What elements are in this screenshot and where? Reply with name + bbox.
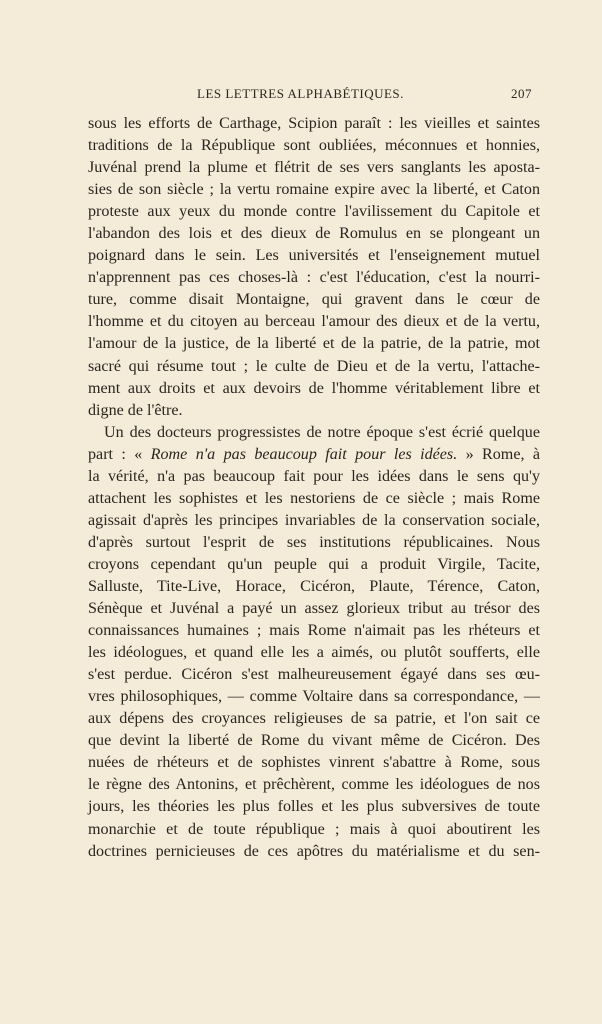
paragraph-start-line: Un des docteurs progressistes de notre époque s'est écrié quelque: [104, 423, 540, 441]
running-title: LES LETTRES ALPHABÉTIQUES.: [197, 86, 404, 101]
text-line: connaissances humaines ; mais Rome n'aimait pas les rhéteurs et: [88, 622, 540, 640]
paragraph-end-line: digne de l'être.: [88, 401, 183, 419]
text-line: attachent les sophistes et les nestoriens de ce siècle ; mais Rome: [88, 489, 540, 507]
text-line: l'amour de la justice, de la liberté et de la patrie, de la patrie, mot: [88, 335, 540, 353]
text-line: traditions de la République sont oubliées, méconnues et honnies,: [88, 137, 540, 155]
text-line: monarchie et de toute république ; mais à quoi aboutirent les: [88, 820, 540, 838]
text-line: Salluste, Tite-Live, Horace, Cicéron, Plaute, Térence, Caton,: [88, 577, 540, 595]
text-line: proteste aux yeux du monde contre l'avilissement du Capitole et: [88, 203, 540, 221]
text-line: la vérité, n'a pas beaucoup fait pour les idées dans le sens qu'y: [88, 467, 540, 485]
text-line: nuées de rhéteurs et de sophistes vinrent s'abattre à Rome, sous: [88, 754, 540, 772]
text-line: ture, comme disait Montaigne, qui gravent dans le cœur de: [88, 291, 540, 309]
text-line: doctrines pernicieuses de ces apôtres du matérialisme et du sen-: [88, 842, 540, 860]
text-line: ment aux droits et aux devoirs de l'homme véritablement libre et: [88, 379, 540, 397]
text-line: poignard dans le sein. Les universités et l'enseignement mutuel: [88, 247, 540, 265]
text-line: le règne des Antonins, et prêchèrent, comme les idéologues de nos: [88, 776, 540, 794]
text-line: que devint la liberté de Rome du vivant même de Cicéron. Des: [88, 732, 540, 750]
text-line: d'après surtout l'esprit de ses institutions républicaines. Nous: [88, 533, 540, 551]
page-number: 207: [511, 86, 532, 101]
text-line: aux dépens des croyances religieuses de sa patrie, et l'on sait ce: [88, 710, 540, 728]
text-line: les idéologues, et quand elle les a aimés, ou plutôt soufferts, elle: [88, 644, 540, 662]
text-line: sies de son siècle ; la vertu romaine expire avec la liberté, et Caton: [88, 181, 540, 199]
text-line: part : « Rome n'a pas beaucoup fait pour les idées. » Rome, à: [88, 445, 541, 463]
body-text: [88, 113, 540, 863]
text-line: Juvénal prend la plume et flétrit de ses vers sanglants les aposta-: [88, 159, 540, 177]
text-line: Sénèque et Juvénal a payé un assez glorieux tribut au trésor des: [88, 600, 540, 618]
text-line: sous les efforts de Carthage, Scipion paraît : les vieilles et saintes: [88, 115, 540, 132]
text-line: vres philosophiques, — comme Voltaire dans sa correspondance, —: [88, 688, 540, 706]
text-line: l'homme et du citoyen au berceau l'amour des dieux et de la vertu,: [88, 313, 540, 331]
text-line: l'abandon des lois et des dieux de Romulus en se plongeant un: [88, 225, 540, 243]
text-line: s'est perdue. Cicéron s'est malheureusement égayé dans ses œu-: [88, 666, 540, 684]
text-line: croyons cependant qu'un peuple qui a produit Virgile, Tacite,: [88, 555, 540, 573]
text-line: jours, les théories les plus folles et les plus subversives de toute: [88, 798, 540, 816]
text-line: agissait d'après les principes invariables de la conservation sociale,: [88, 511, 540, 529]
quoted-phrase: Rome n'a pas beaucoup fait pour les idées.: [150, 445, 458, 463]
text-line: sacré qui résume tout ; le culte de Dieu et de la vertu, l'attache-: [88, 357, 540, 375]
running-header: [0, 84, 602, 104]
text-line: n'apprennent pas ces choses-là : c'est l'éducation, c'est la nourri-: [88, 269, 540, 287]
